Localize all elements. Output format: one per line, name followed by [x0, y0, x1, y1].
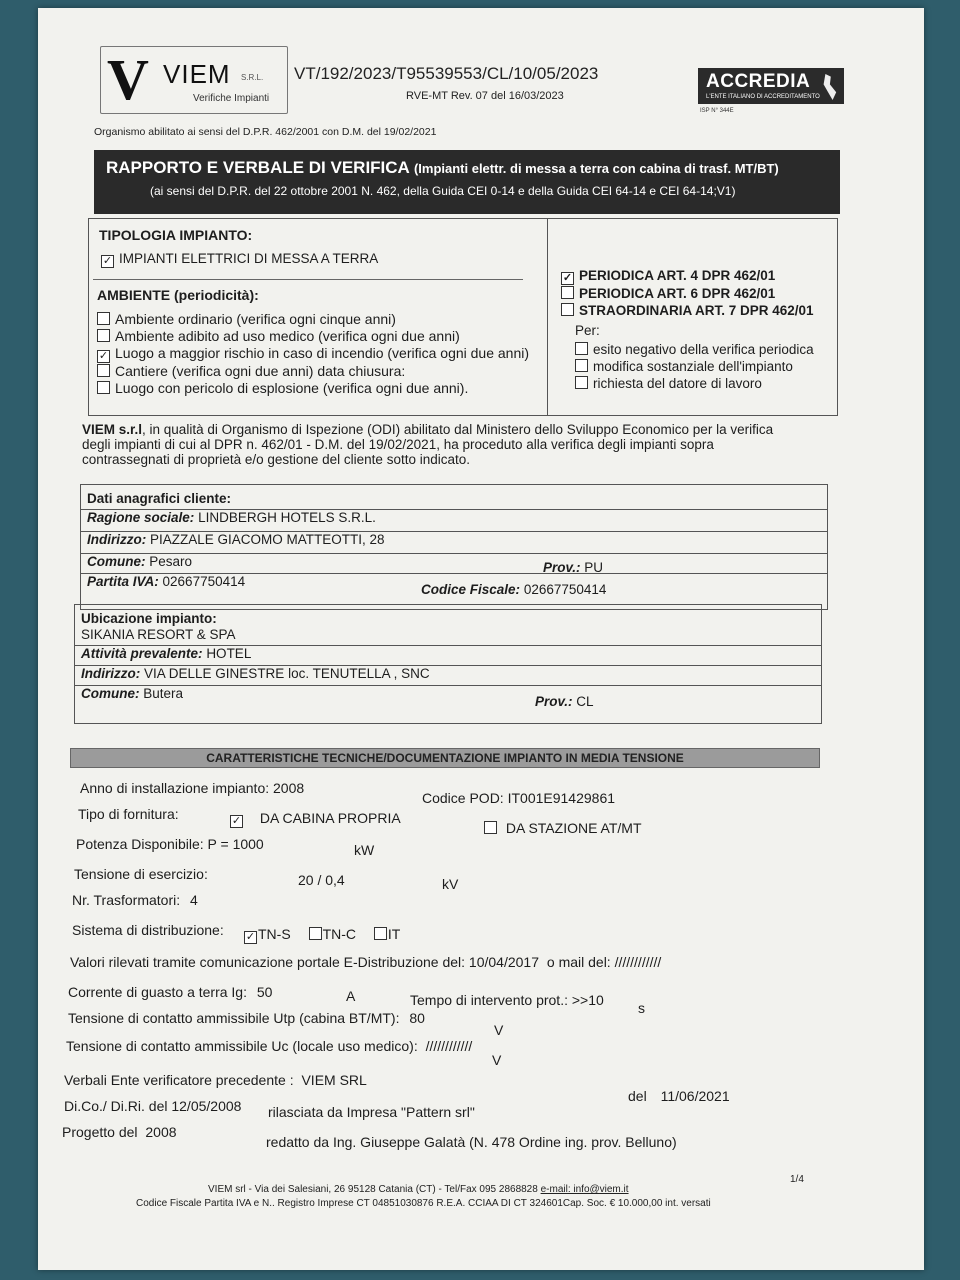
verbali-value: VIEM SRL	[301, 1072, 367, 1088]
per-label: Per:	[575, 323, 600, 338]
periodica-option[interactable]	[561, 285, 814, 302]
ambiente-checkbox[interactable]	[97, 381, 110, 394]
utp-value: 80	[409, 1010, 425, 1026]
cf-label: Codice Fiscale:	[421, 582, 521, 597]
progetto-label: Progetto del	[62, 1124, 138, 1140]
verbali-label: Verbali Ente verificatore precedente :	[64, 1072, 294, 1088]
per-option[interactable]	[575, 375, 814, 392]
potenza-unit: kW	[354, 842, 375, 858]
ubicazione-nome: SIKANIA RESORT & SPA	[81, 627, 236, 642]
sistema-option[interactable]	[244, 926, 291, 942]
sistema-options	[244, 926, 400, 944]
tempo-unit: s	[638, 1000, 645, 1016]
per-option-label: esito negativo della verifica periodica	[593, 342, 814, 357]
utp-unit: V	[494, 1022, 504, 1038]
intro-line-2: degli impianti di cui al DPR n. 462/01 - D.M. del 19/02/2021, ha proceduto alla verifica degli impianti sopra	[82, 437, 714, 452]
document-page	[38, 8, 924, 1270]
sistema-checkbox[interactable]	[309, 927, 322, 940]
box-divider	[547, 219, 548, 415]
v-logo-mark: V	[107, 47, 149, 112]
per-option-label: modifica sostanziale dell'impianto	[593, 359, 793, 374]
per-checkbox[interactable]	[575, 376, 588, 389]
ubicazione-table	[74, 604, 822, 724]
corrente-value: 50	[256, 984, 273, 1000]
prov-label: Prov.:	[543, 560, 581, 575]
cf-group	[421, 582, 606, 597]
anno-label: Anno di installazione impianto:	[80, 780, 270, 796]
report-subtitle: (ai sensi del D.P.R. del 22 ottobre 2001 N. 462, della Guida CEI 0-14 e della Guida CEI 64-14 e CEI 64-14;V1)	[150, 184, 736, 198]
logo-brand: VIEM	[163, 59, 231, 89]
pod-value: IT001E91429861	[507, 790, 616, 806]
periodica-label: PERIODICA ART. 6 DPR 462/01	[579, 286, 776, 301]
attivita-label: Attività prevalente:	[81, 646, 203, 661]
uc-unit: V	[492, 1052, 502, 1068]
tipologia-item	[101, 251, 378, 268]
ambiente-label: Cantiere (verifica ogni due anni) data chiusura:	[115, 363, 406, 379]
dico-date: 12/05/2008	[171, 1098, 242, 1114]
tempo-label: Tempo di intervento prot.:	[410, 992, 568, 1008]
potenza-field	[76, 836, 264, 852]
accredia-logo	[698, 68, 844, 104]
verbali-field	[64, 1072, 367, 1088]
ubicazione-indirizzo-label: Indirizzo:	[81, 666, 141, 681]
cliente-ragione-row	[81, 509, 827, 530]
valori-mail: ////////////	[614, 954, 662, 970]
anno-field	[80, 780, 304, 796]
utp-label: Tensione di contatto ammissibile Utp (cabina BT/MT):	[68, 1010, 400, 1026]
trasf-field	[72, 892, 198, 908]
ambiente-label: Luogo a maggior rischio in caso di incendio (verifica ogni due anni)	[115, 345, 530, 361]
italy-map-icon	[820, 74, 838, 100]
ambiente-option[interactable]	[97, 363, 529, 380]
corrente-field	[68, 984, 272, 1000]
ubicazione-comune-row	[75, 685, 821, 709]
ambiente-option[interactable]	[97, 311, 529, 328]
organismo-note: Organismo abilitato ai sensi del D.P.R. 462/2001 con D.M. del 19/02/2021	[94, 126, 437, 138]
piva-value: 02667750414	[162, 574, 246, 589]
dico-field	[64, 1098, 241, 1114]
potenza-label: Potenza Disponibile: P =	[76, 836, 229, 852]
fornitura-opt2[interactable]	[484, 820, 642, 836]
ragione-value: LINDBERGH HOTELS S.R.L.	[198, 510, 376, 525]
tempo-value: >>10	[571, 992, 604, 1008]
periodica-options	[561, 267, 814, 319]
utp-field	[68, 1010, 425, 1026]
comune-label: Comune:	[87, 554, 146, 569]
valori-mail-label: o mail del:	[546, 954, 611, 970]
report-title-main: RAPPORTO E VERBALE DI VERIFICA	[106, 158, 410, 177]
periodica-checkbox[interactable]: ✓	[562, 272, 573, 284]
attivita-value: HOTEL	[206, 646, 252, 661]
uc-field	[66, 1038, 472, 1054]
cliente-heading: Dati anagrafici cliente:	[87, 491, 232, 506]
sistema-checkbox[interactable]: ✓	[245, 931, 256, 943]
ambiente-checkbox[interactable]	[97, 364, 110, 377]
uc-label: Tensione di contatto ammissibile Uc (locale uso medico):	[66, 1038, 418, 1054]
corrente-unit: A	[346, 988, 356, 1004]
cliente-piva-row	[81, 573, 827, 597]
tipologia-label: IMPIANTI ELETTRICI DI MESSA A TERRA	[119, 251, 379, 266]
valori-label: Valori rilevati tramite comunicazione portale E-Distribuzione del:	[70, 954, 466, 970]
redatto: redatto da Ing. Giuseppe Galatà (N. 478 Ordine ing. prov. Belluno)	[266, 1134, 677, 1150]
indirizzo-value: PIAZZALE GIACOMO MATTEOTTI, 28	[150, 532, 385, 547]
tempo-field	[410, 992, 604, 1008]
trasf-value: 4	[190, 892, 198, 908]
per-options	[575, 341, 814, 392]
fornitura-opt1[interactable]	[230, 810, 401, 828]
ragione-label: Ragione sociale:	[87, 510, 195, 525]
ambiente-checkbox[interactable]: ✓	[98, 350, 109, 362]
ubicazione-indirizzo-row	[75, 665, 821, 686]
intro-line-1	[82, 422, 830, 437]
ambiente-checkbox[interactable]	[97, 312, 110, 325]
cliente-comune-row	[81, 553, 827, 574]
cf-value: 02667750414	[523, 582, 607, 597]
logo-subtitle: Verifiche Impianti	[193, 93, 270, 104]
revision: RVE-MT Rev. 07 del 16/03/2023	[406, 90, 564, 102]
report-title-paren: (Impianti elettr. di messa a terra con cabina di trasf. MT/BT)	[413, 161, 779, 176]
trasf-label: Nr. Trasformatori:	[72, 892, 181, 908]
tensione-unit: kV	[442, 876, 459, 892]
ambiente-label: Luogo con pericolo di esplosione (verifica ogni due anni).	[115, 380, 469, 396]
tensione-value: 20 / 0,4	[298, 872, 345, 888]
intro-paragraph	[82, 422, 830, 467]
sistema-option[interactable]	[374, 926, 400, 942]
fornitura-opt2-label: DA STAZIONE AT/MT	[505, 820, 642, 836]
tipologia-heading: TIPOLOGIA IMPIANTO:	[99, 227, 253, 243]
pod-label: Codice POD:	[422, 790, 504, 806]
accredia-subtitle: L'ENTE ITALIANO DI ACCREDITAMENTO	[706, 94, 820, 100]
ubicazione-prov-group	[535, 694, 594, 709]
footer-address: VIEM srl - Via dei Salesiani, 26 95128 Catania (CT) - Tel/Fax 095 2868828	[208, 1184, 538, 1195]
progetto-value: 2008	[145, 1124, 177, 1140]
periodica-checkbox[interactable]	[561, 286, 574, 299]
ubicazione-indirizzo-value: VIA DELLE GINESTRE loc. TENUTELLA , SNC	[144, 666, 430, 681]
attivita-row	[75, 645, 821, 666]
verbali-del-field	[628, 1088, 730, 1104]
page-number: 1/4	[790, 1174, 804, 1185]
ambiente-label: Ambiente adibito ad uso medico (verifica ogni due anni)	[115, 328, 460, 344]
verbali-del-label: del	[628, 1088, 647, 1104]
cliente-indirizzo-row	[81, 531, 827, 552]
prov-value: PU	[584, 560, 604, 575]
periodica-label: STRAORDINARIA ART. 7 DPR 462/01	[579, 303, 814, 318]
ambiente-option[interactable]	[97, 345, 529, 363]
corrente-label: Corrente di guasto a terra Ig:	[68, 984, 247, 1000]
tipologia-separator	[93, 279, 523, 280]
per-option-label: richiesta del datore di lavoro	[593, 376, 762, 391]
ambiente-heading: AMBIENTE (periodicità):	[97, 287, 259, 303]
intro-text-1: , in qualità di Organismo di Ispezione (ODI) abilitato dal Ministero dello Sviluppo Economico per la verifica	[142, 422, 774, 437]
ambiente-option[interactable]	[97, 380, 529, 397]
footer-email-link[interactable]: e-mail: info@viem.it	[540, 1184, 629, 1195]
per-option[interactable]	[575, 358, 814, 375]
indirizzo-label: Indirizzo:	[87, 532, 147, 547]
fornitura-opt2-checkbox[interactable]	[484, 821, 497, 834]
accredia-title: ACCREDIA	[706, 71, 811, 92]
footer-line-1	[208, 1184, 629, 1195]
periodica-option[interactable]	[561, 267, 814, 285]
fornitura-label: Tipo di fornitura:	[78, 806, 179, 822]
valori-date: 10/04/2017	[468, 954, 539, 970]
sistema-checkbox[interactable]	[374, 927, 387, 940]
footer-line-2: Codice Fiscale Partita IVA e N.. Registro Imprese CT 04851030876 R.E.A. CCIAA DI CT 324601Cap. Soc. € 10.000,00 int. versati	[136, 1198, 711, 1209]
tipologia-checkbox[interactable]: ✓	[102, 255, 113, 267]
document-number: VT/192/2023/T95539553/CL/10/05/2023	[294, 64, 599, 83]
cliente-table	[80, 484, 828, 610]
sistema-option-label: IT	[387, 926, 401, 942]
periodica-checkbox[interactable]	[561, 303, 574, 316]
comune-value: Pesaro	[149, 554, 193, 569]
progetto-field	[62, 1124, 177, 1140]
sistema-option[interactable]	[309, 926, 356, 942]
sistema-option-label: TN-S	[258, 926, 291, 942]
ubicazione-heading: Ubicazione impianto:	[81, 611, 217, 626]
caratteristiche-heading: CARATTERISTICHE TECNICHE/DOCUMENTAZIONE IMPIANTO IN MEDIA TENSIONE	[70, 748, 820, 768]
intro-line-3: contrassegnati di proprietà e/o gestione del cliente sotto indicato.	[82, 452, 470, 467]
report-title-banner	[94, 150, 840, 214]
potenza-value: 1000	[232, 836, 264, 852]
report-title	[106, 158, 779, 178]
viem-logo	[100, 46, 288, 114]
ubicazione-comune-label: Comune:	[81, 686, 140, 701]
per-option[interactable]	[575, 341, 814, 358]
pod-field	[422, 790, 615, 806]
uc-value: ////////////	[425, 1038, 473, 1054]
ambiente-label: Ambiente ordinario (verifica ogni cinque anni)	[115, 311, 396, 327]
per-checkbox[interactable]	[575, 359, 588, 372]
logo-srl: S.R.L.	[241, 73, 264, 82]
per-checkbox[interactable]	[575, 342, 588, 355]
verbali-del-value: 11/06/2021	[660, 1088, 730, 1104]
valori-field	[70, 954, 661, 970]
ubicazione-prov-value: CL	[576, 694, 594, 709]
accredia-code: ISP N° 344E	[700, 108, 734, 114]
tensione-label: Tensione di esercizio:	[74, 866, 208, 882]
fornitura-opt1-checkbox[interactable]: ✓	[231, 815, 242, 827]
sistema-option-label: TN-C	[322, 926, 356, 942]
periodica-label: PERIODICA ART. 4 DPR 462/01	[579, 268, 776, 283]
rilasciata: rilasciata da Impresa "Pattern srl"	[268, 1104, 475, 1120]
tipologia-box	[88, 218, 838, 416]
anno-value: 2008	[273, 780, 305, 796]
ambiente-option[interactable]	[97, 328, 529, 345]
piva-label: Partita IVA:	[87, 574, 159, 589]
ubicazione-prov-label: Prov.:	[535, 694, 573, 709]
ubicazione-comune-value: Butera	[143, 686, 184, 701]
ambiente-options	[97, 311, 529, 397]
intro-company: VIEM s.r.l	[82, 422, 143, 437]
periodica-option[interactable]	[561, 302, 814, 319]
sistema-label: Sistema di distribuzione:	[72, 922, 224, 938]
ambiente-checkbox[interactable]	[97, 329, 110, 342]
fornitura-opt1-label: DA CABINA PROPRIA	[259, 810, 401, 826]
dico-label: Di.Co./ Di.Ri. del	[64, 1098, 168, 1114]
